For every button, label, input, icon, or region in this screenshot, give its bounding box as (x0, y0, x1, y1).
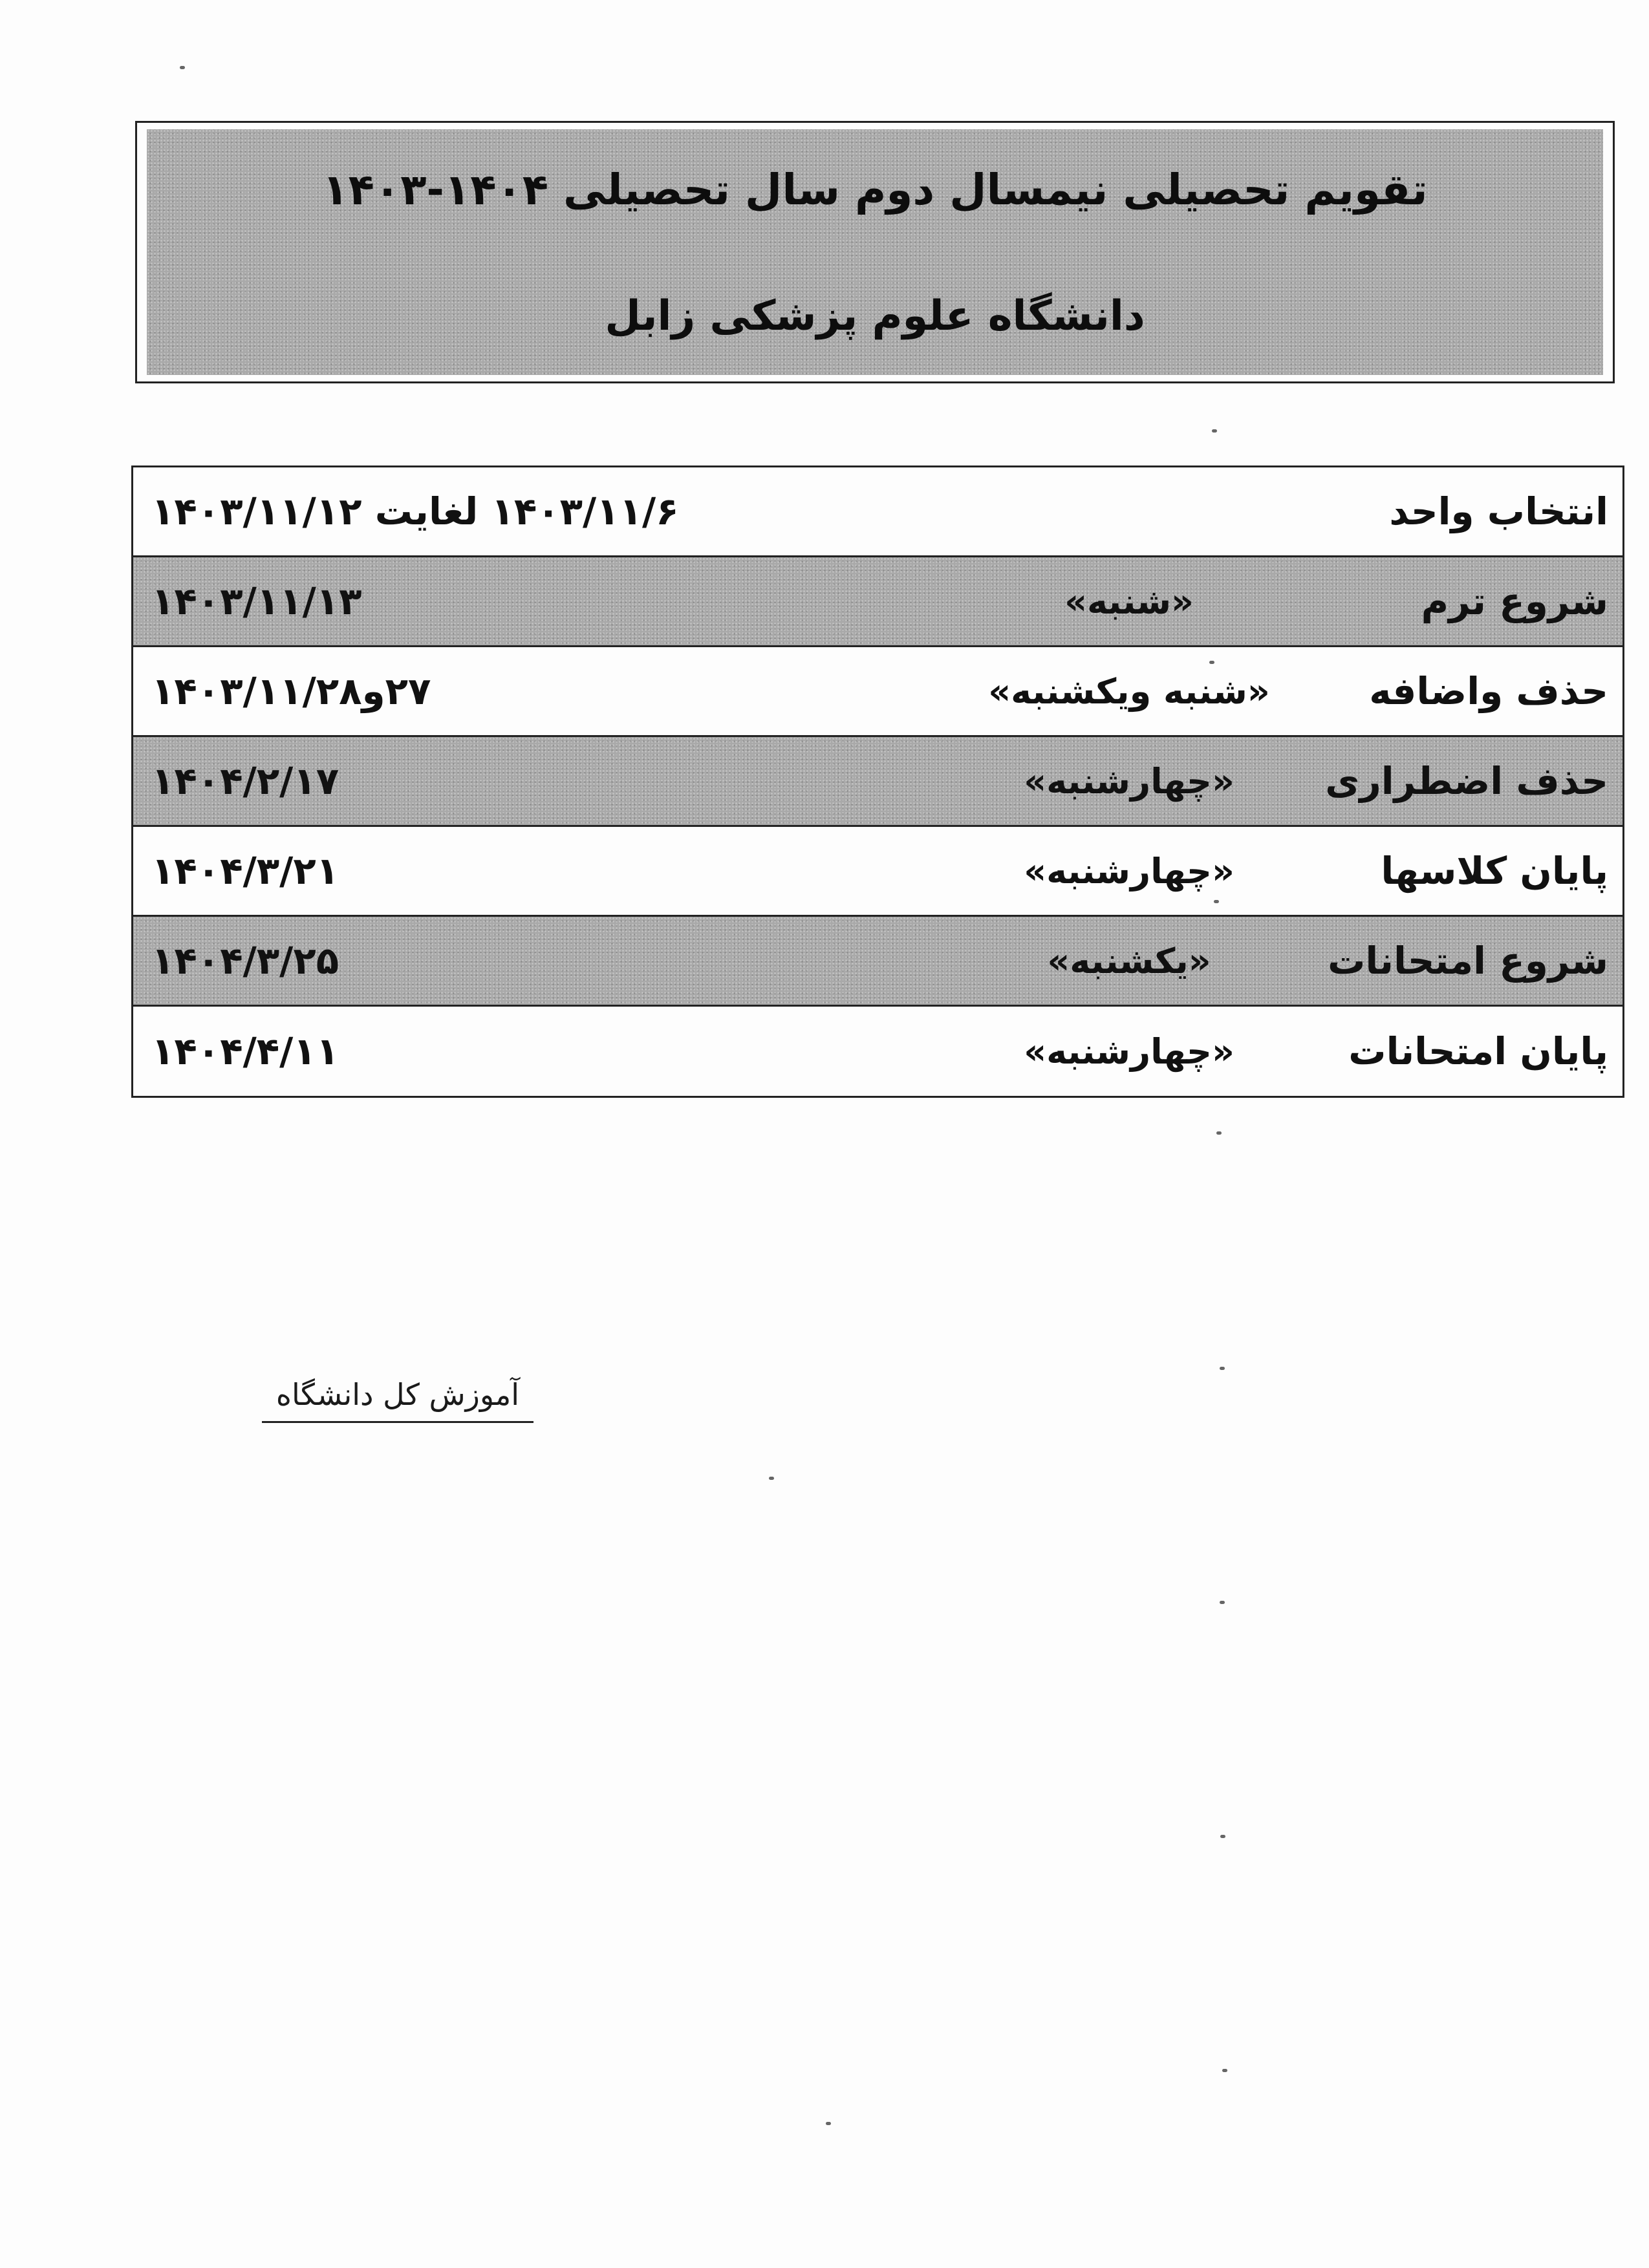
row-date: ۱۴۰۴/۲/۱۷ (151, 759, 339, 803)
scan-speck (769, 1477, 774, 1480)
row-label: شروع امتحانات (1328, 939, 1608, 983)
header-box (135, 121, 1615, 383)
scan-speck (826, 2122, 831, 2125)
schedule-row-classes-end (133, 827, 1622, 917)
signature-office: آموزش کل دانشگاه (262, 1377, 534, 1423)
row-date: ۱۴۰۳/۱۱/۱۳ (151, 579, 362, 623)
schedule-row-course-selection (133, 467, 1622, 557)
scan-speck (1209, 661, 1214, 664)
row-date: ۱۴۰۴/۳/۲۵ (151, 939, 339, 983)
schedule-row-add-drop (133, 647, 1622, 737)
schedule-row-term-start (133, 557, 1622, 647)
scan-speck (1220, 1601, 1225, 1604)
row-weekday: «چهارشنبه» (1024, 850, 1234, 892)
row-date: ۱۴۰۴/۳/۲۱ (151, 849, 339, 893)
document-title: تقویم تحصیلی نیمسال دوم سال تحصیلی ۱۴۰۴-۱۴۰۳ (322, 165, 1428, 215)
row-date: ۱۴۰۴/۴/۱۱ (151, 1029, 339, 1073)
row-weekday: «چهارشنبه» (1024, 1031, 1234, 1072)
row-weekday: «شنبه» (1064, 581, 1194, 622)
row-weekday: «یکشنبه» (1047, 940, 1211, 981)
scan-speck (1212, 429, 1217, 433)
schedule-row-exams-end (133, 1007, 1622, 1096)
row-weekday: «چهارشنبه» (1024, 760, 1234, 802)
scan-speck (1222, 2069, 1227, 2072)
row-label: شروع ترم (1421, 579, 1608, 623)
header-shaded-panel (147, 129, 1603, 375)
scan-speck (1220, 1835, 1225, 1838)
schedule-table (131, 465, 1624, 1098)
row-label: حذف اضطراری (1325, 759, 1608, 803)
row-label: حذف واضافه (1369, 669, 1608, 713)
row-date: ۲۷و۱۴۰۳/۱۱/۲۸ (151, 669, 431, 713)
row-weekday (929, 467, 1330, 555)
scan-speck (1220, 1367, 1225, 1370)
scan-speck (1214, 900, 1219, 903)
row-label: پایان امتحانات (1348, 1029, 1608, 1073)
scan-speck (180, 66, 185, 69)
row-label: انتخاب واحد (1389, 489, 1608, 533)
row-date: ۱۴۰۳/۱۱/۶ لغایت ۱۴۰۳/۱۱/۱۲ (151, 489, 679, 533)
row-weekday: «شنبه ویکشنبه» (988, 670, 1270, 712)
row-label: پایان کلاسها (1381, 849, 1608, 893)
scan-speck (1216, 1131, 1222, 1135)
university-name: دانشگاه علوم پزشکی زابل (605, 292, 1145, 340)
schedule-row-exams-start (133, 917, 1622, 1007)
schedule-row-emergency-drop (133, 737, 1622, 827)
